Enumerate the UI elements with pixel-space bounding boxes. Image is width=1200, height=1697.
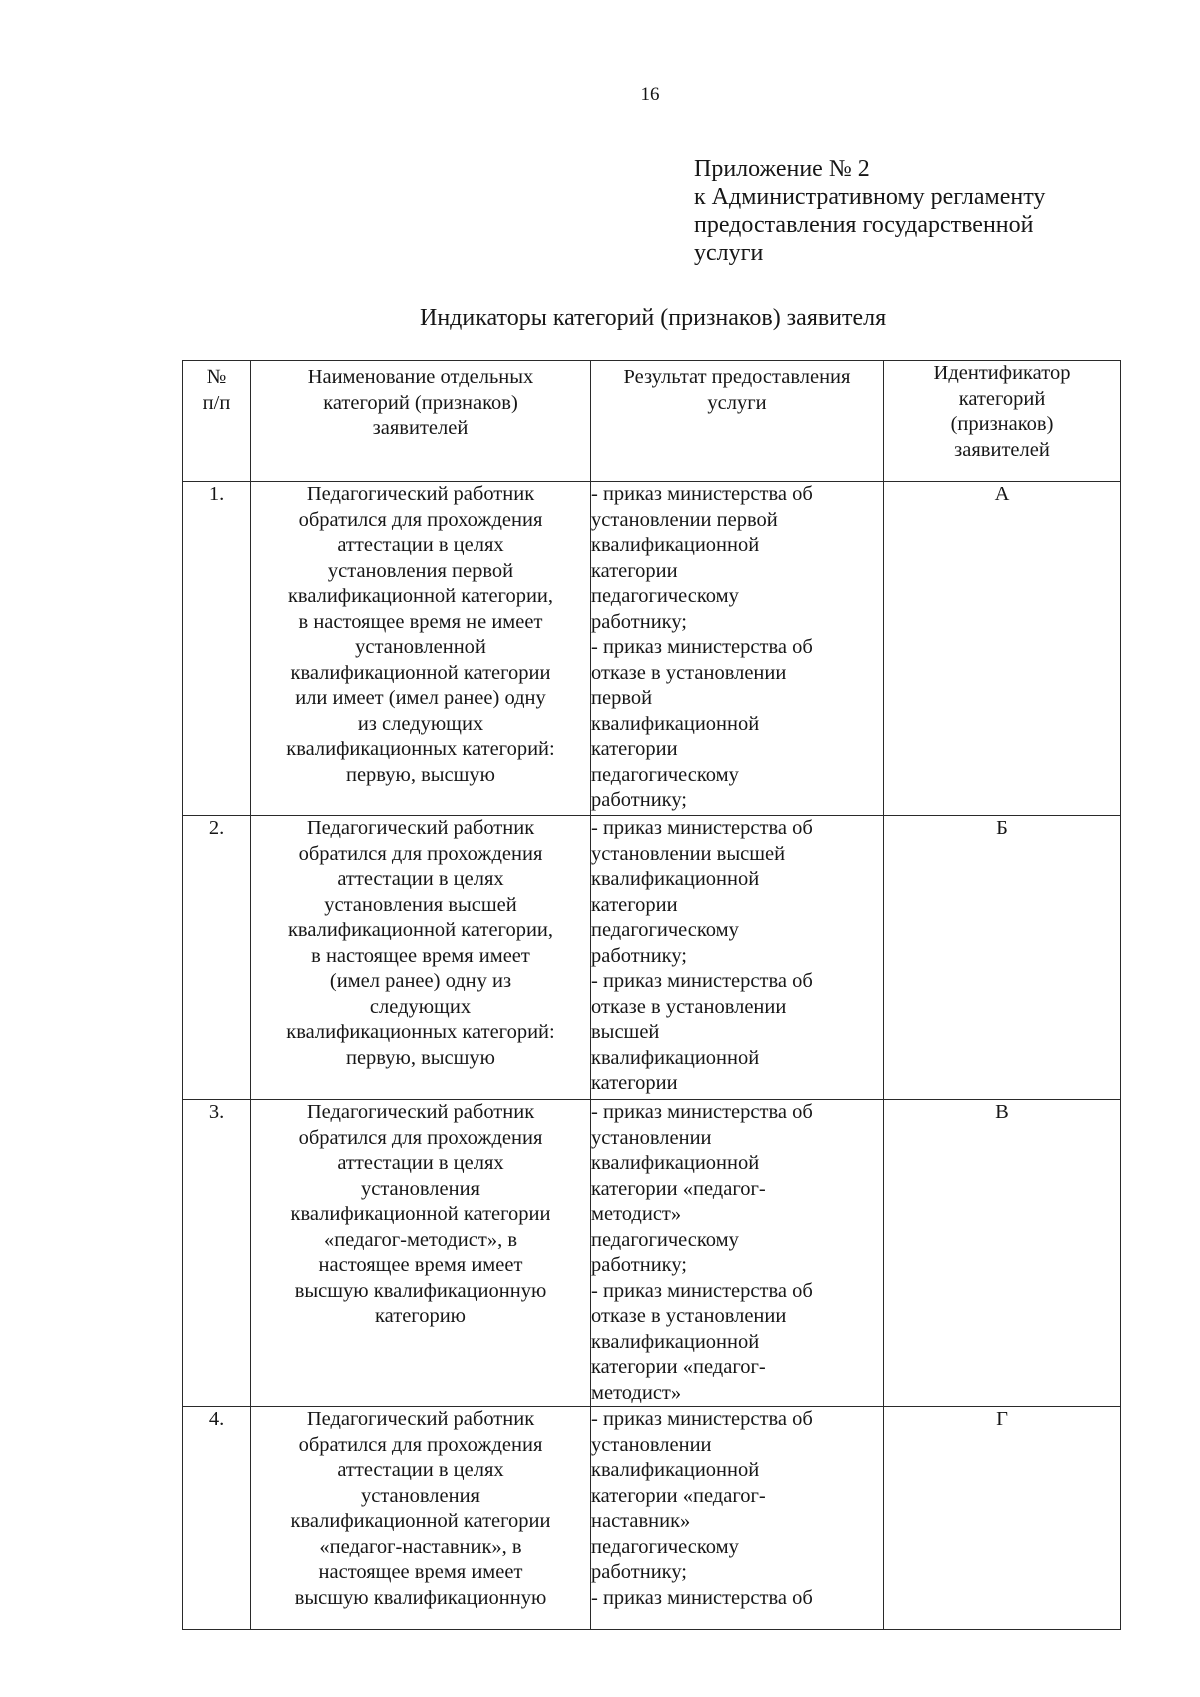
text-line: педагогическому [591, 585, 739, 607]
text-line: категории [591, 1072, 678, 1094]
text-line: установлении первой [591, 508, 778, 531]
text-line: установлении [591, 1126, 712, 1149]
text-line: установления [361, 1484, 480, 1507]
category-description [251, 1100, 591, 1407]
row-number: 2. [183, 816, 251, 1100]
text-line: наставник» [591, 1510, 691, 1532]
text-line: - приказ министерства об [591, 817, 813, 839]
header-line: категорий (признаков) [323, 391, 518, 414]
text-line: квалификационной [591, 534, 760, 556]
text-line: квалификационных категорий: [286, 1021, 555, 1043]
appendix-line: к Административному регламенту [694, 184, 1046, 210]
category-description [251, 1407, 591, 1630]
text-line: педагогическому [591, 1228, 739, 1251]
text-line: педагогическому [591, 1535, 739, 1558]
text-line: отказе в установлении [591, 995, 787, 1018]
text-line: квалификационной [591, 1330, 760, 1353]
text-line: в настоящее время не имеет [298, 610, 543, 633]
category-description [251, 816, 591, 1100]
text-line: настоящее время имеет [318, 1254, 523, 1276]
text-line: из следующих [357, 712, 484, 735]
text-line: или имеет (имел ранее) одну [295, 687, 546, 709]
text-line: установления высшей [324, 893, 517, 916]
text-line: аттестации в целях [337, 1459, 504, 1481]
text-line: - приказ министерства об [591, 970, 813, 992]
header-line: категорий [958, 387, 1046, 410]
indicators-table [182, 360, 1121, 1630]
row-number: 4. [183, 1407, 251, 1630]
text-line: «педагог-методист», в [323, 1228, 518, 1251]
text-line: методист» [591, 1203, 682, 1225]
text-line: первую, высшую [345, 1046, 495, 1069]
category-identifier: В [884, 1100, 1121, 1407]
category-identifier: Г [884, 1407, 1121, 1630]
table-row [183, 482, 1121, 816]
text-line: в настоящее время имеет [311, 944, 530, 967]
header-line: Результат предоставления [623, 366, 851, 388]
text-line: высшую квалификационную [294, 1586, 547, 1609]
text-line: категории «педагог- [591, 1356, 766, 1378]
category-identifier: А [884, 482, 1121, 816]
text-line: категории «педагог- [591, 1484, 766, 1507]
row-number: 3. [183, 1100, 251, 1407]
text-line: работнику; [591, 610, 688, 633]
text-line: работнику; [591, 944, 688, 967]
text-line: квалификационных категорий: [286, 738, 555, 760]
service-result [591, 1100, 884, 1407]
text-line: обратился для прохождения [298, 1126, 543, 1149]
text-line: отказе в установлении [591, 661, 787, 684]
text-line: первой [591, 687, 653, 709]
row-number: 1. [183, 482, 251, 816]
text-line: аттестации в целях [337, 868, 504, 890]
text-line: высшей [591, 1021, 660, 1043]
header-category-name [251, 361, 591, 482]
text-line: настоящее время имеет [318, 1561, 523, 1583]
text-line: категории «педагог- [591, 1177, 766, 1200]
text-line: следующих [369, 995, 472, 1018]
text-line: установлении [591, 1433, 712, 1456]
appendix-line: предоставления государственной [694, 212, 1034, 238]
text-line: квалификационной категории, [287, 919, 554, 941]
table-row [183, 1100, 1121, 1407]
text-line: работнику; [591, 789, 688, 811]
appendix-line: услуги [694, 240, 764, 266]
text-line: квалификационной [591, 1046, 760, 1069]
table-header-row [183, 361, 1121, 482]
text-line: установлении высшей [591, 842, 786, 865]
header-line: № [206, 366, 227, 388]
header-line: (признаков) [950, 413, 1054, 435]
page-number: 16 [640, 84, 660, 105]
header-line: заявителей [372, 417, 469, 439]
text-line: - приказ министерства об [591, 1101, 813, 1123]
table-row [183, 816, 1121, 1100]
text-line: методист» [591, 1381, 682, 1404]
text-line: высшую квалификационную [294, 1279, 547, 1302]
text-line: отказе в установлении [591, 1305, 787, 1327]
text-line: первую, высшую [345, 763, 495, 786]
text-line: - приказ министерства об [591, 1408, 813, 1430]
header-identifier [884, 361, 1121, 482]
header-line: услуги [707, 391, 767, 414]
text-line: категории [591, 738, 678, 760]
category-description [251, 482, 591, 816]
text-line: Педагогический работник [306, 483, 535, 505]
text-line: категорию [375, 1305, 466, 1327]
text-line: (имел ранее) одну из [329, 970, 512, 992]
text-line: обратился для прохождения [298, 842, 543, 865]
text-line: - приказ министерства об [591, 636, 813, 658]
text-line: установления [361, 1177, 480, 1200]
header-result [591, 361, 884, 482]
text-line: педагогическому [591, 763, 739, 786]
text-line: установленной [355, 636, 486, 658]
table-row [183, 1407, 1121, 1630]
text-line: квалификационной [591, 868, 760, 890]
text-line: категории [591, 893, 678, 916]
header-line: Наименование отдельных [307, 366, 534, 388]
header-number [183, 361, 251, 482]
text-line: квалификационной категории [290, 1510, 551, 1532]
header-line: заявителей [954, 438, 1050, 461]
text-line: квалификационной [591, 712, 760, 735]
appendix-line: Приложение № 2 [694, 156, 870, 182]
header-line: Идентификатор [933, 362, 1071, 384]
text-line: установления первой [327, 559, 514, 582]
text-line: работнику; [591, 1561, 688, 1583]
service-result [591, 816, 884, 1100]
text-line: педагогическому [591, 919, 739, 941]
text-line: «педагог-наставник», в [319, 1535, 522, 1558]
text-line: обратился для прохождения [298, 508, 543, 531]
category-identifier: Б [884, 816, 1121, 1100]
text-line: квалификационной категории [290, 661, 551, 684]
text-line: обратился для прохождения [298, 1433, 543, 1456]
text-line: квалификационной [591, 1152, 760, 1174]
service-result [591, 482, 884, 816]
text-line: Педагогический работник [306, 1408, 535, 1430]
text-line: аттестации в целях [337, 1152, 504, 1174]
service-result [591, 1407, 884, 1630]
text-line: категории [591, 559, 678, 582]
text-line: - приказ министерства об [591, 1586, 813, 1609]
text-line: аттестации в целях [337, 534, 504, 556]
document-title: Индикаторы категорий (признаков) заявителя [420, 305, 887, 331]
header-line: п/п [202, 391, 231, 414]
text-line: Педагогический работник [306, 1101, 535, 1123]
text-line: Педагогический работник [306, 817, 535, 839]
text-line: квалификационной категории [290, 1203, 551, 1225]
appendix-heading [694, 155, 1154, 267]
text-line: - приказ министерства об [591, 1279, 813, 1302]
text-line: квалификационной категории, [287, 585, 554, 607]
text-line: работнику; [591, 1254, 688, 1276]
text-line: - приказ министерства об [591, 483, 813, 505]
text-line: квалификационной [591, 1459, 760, 1481]
